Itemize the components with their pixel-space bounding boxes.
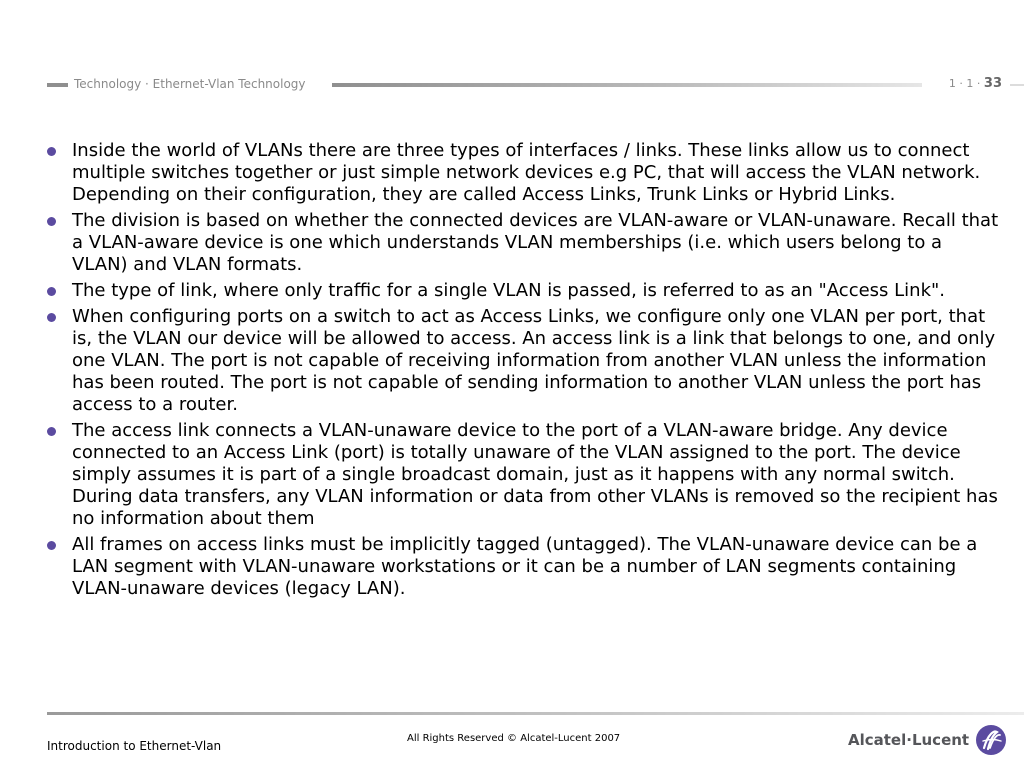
bullet-dot-icon [47, 147, 56, 156]
bullet-dot-icon [47, 287, 56, 296]
bullet-dot-icon [47, 217, 56, 226]
alcatel-lucent-swirl-icon [975, 724, 1007, 756]
page-prefix: 1 · 1 · [948, 77, 981, 90]
slide-header [0, 74, 1024, 96]
bullet-item [46, 534, 1001, 600]
bullet-item [46, 140, 1001, 206]
header-right-tail [1010, 84, 1024, 86]
bullet-item [46, 210, 1001, 276]
bullet-dot-icon [47, 541, 56, 550]
bullet-text: The type of link, where only traffic for a single VLAN is passed, is referred to as an "Access Link". [72, 280, 945, 301]
page-indicator [949, 75, 1002, 93]
bullet-list [46, 140, 1001, 604]
bullet-text: All frames on access links must be implicitly tagged (untagged). The VLAN-unaware device can be a LAN segment with VLAN-unaware workstations or it can be a number of LAN segments containing VLAN-unaware devices (legacy LAN). [72, 534, 978, 599]
bullet-text: The division is based on whether the connected devices are VLAN-aware or VLAN-unaware. Recall that a VLAN-aware device is one which understands VLAN memberships (i.e. which users belong to a VLAN) and VLAN formats. [72, 210, 999, 275]
bullet-item [46, 280, 1001, 302]
page-number: 33 [983, 76, 1002, 91]
bullet-dot-icon [47, 427, 56, 436]
bullet-item [46, 420, 1001, 530]
bullet-dot-icon [47, 313, 56, 322]
bullet-text: When configuring ports on a switch to act as Access Links, we configure only one VLAN per port, that is, the VLAN our device will be allowed to access. An access link is a link that belongs to one, and only one VLAN. The port is not capable of receiving information from another VLAN unless the information has been routed. The port is not capable of sending information to another VLAN unless the port has access to a router. [72, 306, 996, 415]
bullet-item [46, 306, 1001, 416]
copyright-notice: All Rights Reserved © Alcatel-Lucent 2007 [407, 733, 621, 744]
company-logo [848, 722, 1007, 758]
bullet-text: The access link connects a VLAN-unaware device to the port of a VLAN-aware bridge. Any device connected to an Access Link (port) is totally unaware of the VLAN assigned to the port. The device simply assumes it is part of a single broadcast domain, just as it happens with any normal switch. During data transfers, any VLAN information or data from other VLANs is removed so the recipient has no information about them [72, 420, 998, 529]
bullet-text: Inside the world of VLANs there are three types of interfaces / links. These links allow us to connect multiple switches together or just simple network devices e.g PC, that will access the VLAN network. Depending on their configuration, they are called Access Links, Trunk Links or Hybrid Links. [72, 140, 981, 205]
course-title: Introduction to Ethernet-Vlan [47, 739, 222, 753]
header-left-bar [47, 83, 68, 87]
header-divider [332, 83, 922, 87]
logo-wordmark: Alcatel·Lucent [848, 731, 970, 749]
header-title: Technology · Ethernet-Vlan Technology [74, 77, 306, 91]
footer-divider [47, 712, 1024, 715]
